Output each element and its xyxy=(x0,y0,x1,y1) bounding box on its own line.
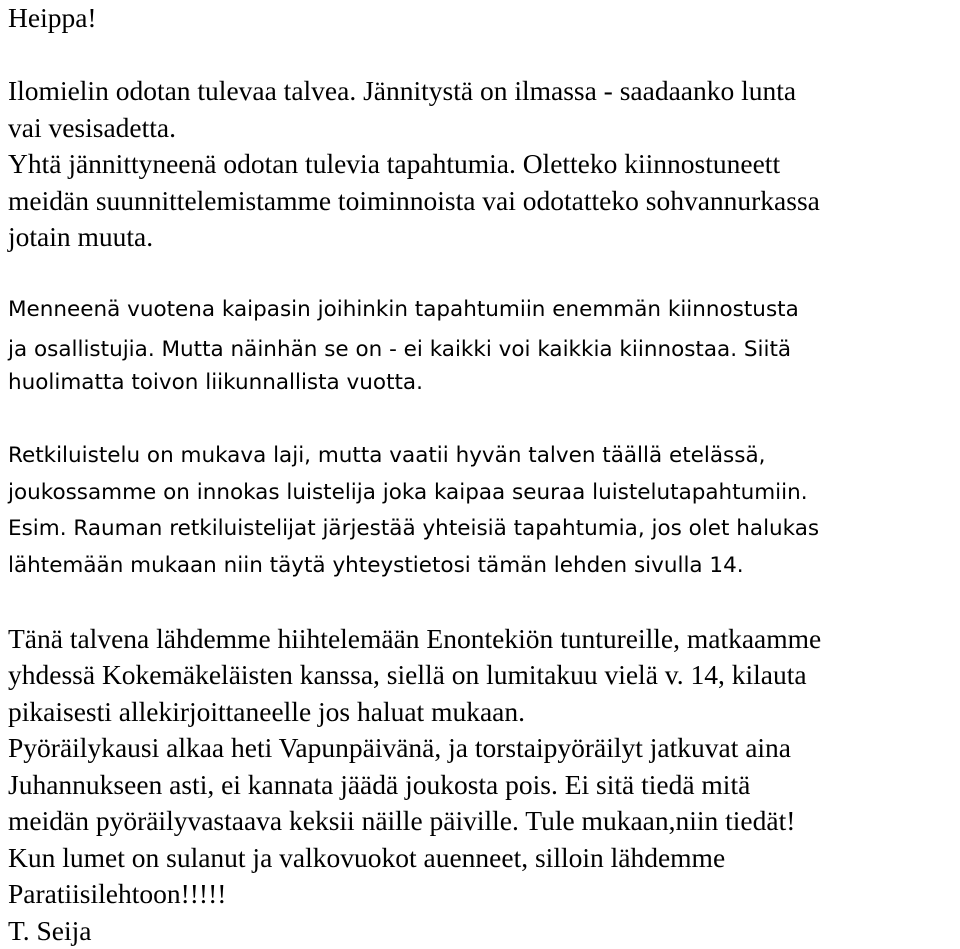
paragraph-gap xyxy=(8,37,958,74)
text-line: joukossamme on innokas luistelija joka kaipaa seuraa luistelutapahtumiin. xyxy=(8,479,808,505)
text-line: Yhtä jännittyneenä odotan tulevia tapahtumia. Oletteko kiinnostuneett xyxy=(8,148,781,179)
text-segment: ja osallistujia. xyxy=(8,336,155,362)
paragraph-gap xyxy=(8,584,958,621)
text-line: lähtemään mukaan niin täytä yhteystietosi tämän lehden sivulla 14. xyxy=(8,552,744,578)
text-line: meidän pyöräilyvastaava keksii näille päiville. Tule mukaan,niin tiedät! xyxy=(8,805,796,836)
paragraph-last-year xyxy=(8,292,958,402)
paragraph-winter xyxy=(8,73,958,256)
text-line: Pyöräilykausi alkaa heti Vapunpäivänä, ja torstaipyöräilyt jatkuvat aina xyxy=(8,732,792,763)
text-line: Tänä talvena lähdemme hiihtelemään Enontekiön tuntureille, matkaamme xyxy=(8,622,822,654)
text-line: Retkiluistelu on mukava laji, mutta vaatii hyvän talven täällä etelässä, xyxy=(8,443,766,468)
paragraph-gap xyxy=(8,402,958,439)
text-line: meidän suunnittelemistamme toiminnoista vai odotatteko sohvannurkassa xyxy=(8,184,820,216)
paragraph-events xyxy=(8,621,958,913)
text-line: jotain muuta. xyxy=(8,221,154,252)
paragraph-gap xyxy=(8,256,958,293)
text-segment: Mutta näinhän se on - ei kaikki voi kaikkia kiinnostaa. xyxy=(154,336,738,362)
text-line: huolimatta toivon liikunnallista vuotta. xyxy=(8,370,423,395)
text-line-mixed xyxy=(8,329,958,366)
text-line: Menneenä vuotena kaipasin joihinkin tapahtumiin enemmän kiinnostusta xyxy=(8,297,799,322)
text-line: pikaisesti allekirjoittaneelle jos haluat mukaan. xyxy=(8,695,525,727)
signature: T. Seija xyxy=(8,914,92,946)
text-line: Paratiisilehtoon!!!!! xyxy=(8,878,227,909)
text-segment: Siitä xyxy=(737,336,792,362)
greeting: Heippa! xyxy=(8,2,97,33)
text-line: Esim. Rauman retkiluistelijat järjestää yhteisiä tapahtumia, jos olet halukas xyxy=(8,516,820,541)
text-line: Kun lumet on sulanut ja valkovuokot auenneet, silloin lähdemme xyxy=(8,841,726,873)
paragraph-skating xyxy=(8,438,958,584)
letter-page xyxy=(8,0,958,949)
text-line: vai vesisadetta. xyxy=(8,111,176,143)
text-line: Ilomielin odotan tulevaa talvea. Jännitystä on ilmassa - saadaanko lunta xyxy=(8,75,797,106)
text-line: yhdessä Kokemäkeläisten kanssa, siellä on lumitakuu vielä v. 14, kilauta xyxy=(8,659,807,690)
text-line: Juhannukseen asti, ei kannata jäädä joukosta pois. Ei sitä tiedä mitä xyxy=(8,768,751,800)
